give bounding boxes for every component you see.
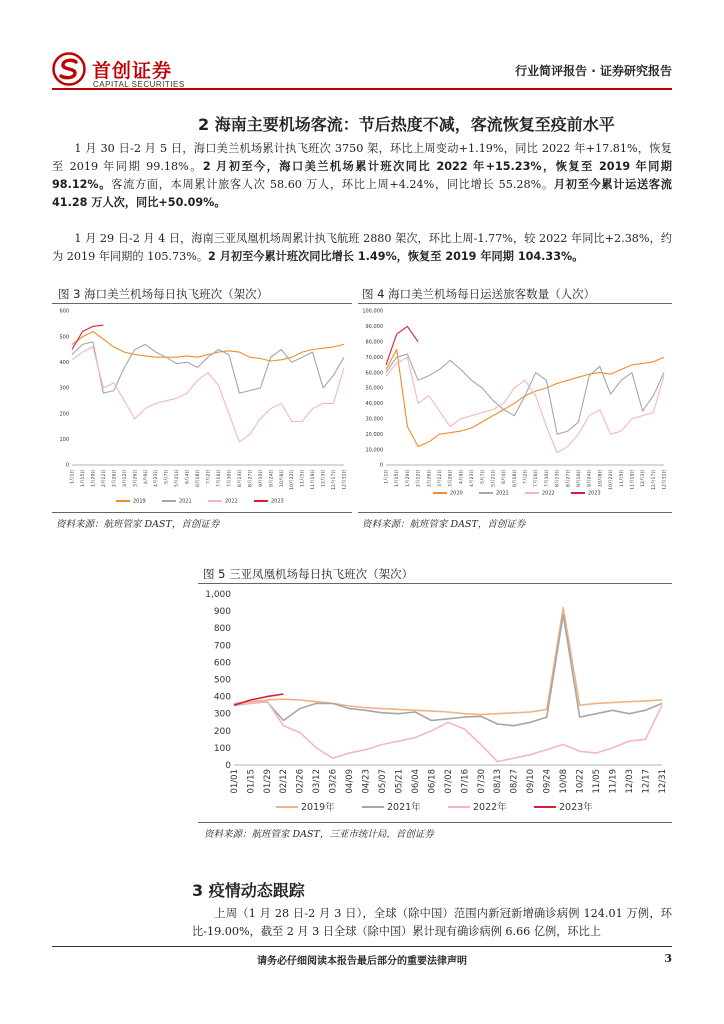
footer-divider [52, 946, 672, 947]
y-tick-label: 600 [213, 658, 231, 669]
x-tick-label: 6月4日 [185, 469, 191, 485]
x-tick-label: 06/18 [427, 769, 438, 794]
series-line-2023 [72, 325, 103, 349]
fig5-title: 图 5 三亚凤凰机场每日执飞班次（架次） [203, 567, 414, 581]
legend-label: 2019年 [301, 802, 335, 814]
fig5-bottom-rule [198, 822, 672, 823]
x-tick-label: 01/15 [246, 769, 257, 794]
header-divider [52, 88, 672, 90]
x-tick-label: 08/27 [509, 769, 520, 794]
paragraph-fenghuang [52, 230, 672, 266]
x-tick-label: 03/26 [328, 769, 339, 794]
x-tick-label: 1月15日 [80, 469, 86, 487]
fig3-bottom-rule [52, 512, 352, 513]
x-tick-label: 2月12日 [416, 469, 422, 487]
fig5-chart [200, 585, 670, 821]
meilan-text-1: 1 月 30 日-2 月 5 日，海口美兰机场累计执飞班次 3750 架，环比上周变动+1.19%，同比 2022 年+17.81%，恢复至 2019 年同期 99.18%。 [52, 142, 672, 173]
x-tick-label: 07/16 [460, 769, 471, 794]
x-tick-label: 4月9日 [459, 469, 465, 485]
legend-label: 2022 [225, 498, 238, 505]
fenghuang-text-bold: 2 月初至今累计班次同比增长 1.49%，恢复至 2019 年同期 104.33%。 [208, 250, 584, 263]
x-tick-label: 5月7日 [480, 469, 486, 485]
section-3-heading: 3 疫情动态跟踪 [192, 881, 305, 900]
legend-label: 2021 [496, 490, 509, 497]
x-tick-label: 10月22日 [609, 469, 615, 490]
x-tick-label: 6月4日 [502, 469, 508, 485]
legend-label: 2023 [271, 498, 284, 505]
x-tick-label: 6月18日 [196, 469, 202, 487]
legend-label: 2020 [450, 490, 463, 497]
y-tick-label: 80,000 [365, 339, 383, 346]
y-tick-label: 400 [59, 360, 69, 366]
x-tick-label: 05/21 [394, 769, 405, 794]
y-tick-label: 500 [213, 675, 231, 686]
y-tick-label: 100,000 [362, 308, 383, 315]
legend-label: 2022年 [473, 802, 507, 814]
y-tick-label: 40,000 [365, 401, 383, 408]
meilan-text-bold-1: 2 月初至今，海口美兰机场累计班次同比 2022 年+15.23%，恢复至 2019 年同期 98.12%。 [52, 160, 672, 191]
y-tick-label: 500 [59, 334, 69, 341]
x-tick-label: 06/04 [410, 769, 421, 794]
x-tick-label: 04/09 [345, 769, 356, 794]
x-tick-label: 11月5日 [300, 469, 306, 487]
x-tick-label: 03/12 [312, 769, 323, 794]
x-tick-label: 1月15日 [395, 469, 401, 487]
x-tick-label: 2月12日 [101, 469, 107, 487]
series-line-2022 [72, 347, 344, 442]
x-tick-label: 12月31日 [342, 469, 348, 490]
logo-name-cn: 首创证券 [92, 60, 173, 82]
x-tick-label: 3月26日 [448, 469, 454, 487]
fig4-chart [360, 305, 670, 511]
y-tick-label: 10,000 [365, 447, 383, 454]
y-tick-label: 1,000 [205, 590, 231, 600]
paragraph-epidemic: 上周（1 月 28 日-2 月 3 日），全球（除中国）范围内新冠新增确诊病例 124.01 万例，环比-19.00%，截至 2 月 3 日全球（除中国）累计现有确诊病例 6.66 亿例，环比上 [192, 907, 672, 938]
x-tick-label: 11月5日 [619, 469, 625, 487]
y-tick-label: 50,000 [365, 385, 383, 392]
x-tick-label: 12月3日 [641, 469, 647, 487]
x-tick-label: 7月2日 [206, 469, 212, 485]
y-tick-label: 700 [213, 641, 231, 652]
series-line-2019年 [234, 608, 662, 715]
x-tick-label: 4月23日 [154, 469, 160, 487]
x-tick-label: 5月21日 [491, 469, 497, 487]
x-tick-label: 02/26 [295, 769, 306, 794]
legend-label: 2023年 [559, 802, 593, 814]
capital-securities-logo-icon [52, 52, 86, 86]
fig4-source: 资料来源：航班管家 DAST，首创证券 [362, 519, 526, 530]
x-tick-label: 1月29日 [405, 469, 411, 487]
series-line-2023 [386, 326, 418, 365]
x-tick-label: 11月19日 [311, 469, 317, 490]
y-tick-label: 600 [59, 308, 69, 315]
x-tick-label: 04/23 [361, 769, 372, 794]
x-tick-label: 09/24 [542, 769, 553, 794]
x-tick-label: 9月24日 [269, 469, 275, 487]
x-tick-label: 3月12日 [437, 469, 443, 487]
y-tick-label: 0 [379, 462, 383, 469]
x-tick-label: 1月29日 [91, 469, 97, 487]
x-tick-label: 8月13日 [237, 469, 243, 487]
x-tick-label: 3月26日 [133, 469, 139, 487]
x-tick-label: 3月12日 [122, 469, 128, 487]
x-tick-label: 2月26日 [427, 469, 433, 487]
x-tick-label: 5月21日 [175, 469, 181, 487]
x-tick-label: 7月16日 [216, 469, 222, 487]
x-tick-label: 12月31日 [662, 469, 668, 490]
x-tick-label: 12/31 [657, 769, 668, 794]
x-tick-label: 7月30日 [544, 469, 550, 487]
x-tick-label: 01/29 [262, 769, 273, 794]
x-tick-label: 9月10日 [576, 469, 582, 487]
y-tick-label: 400 [213, 692, 231, 703]
y-tick-label: 200 [213, 726, 231, 737]
x-tick-label: 6月18日 [512, 469, 518, 487]
x-tick-label: 12月3日 [321, 469, 327, 487]
x-tick-label: 10月22日 [290, 469, 296, 490]
x-tick-label: 11/19 [608, 769, 619, 794]
series-line-2020 [386, 350, 664, 447]
x-tick-label: 9月24日 [587, 469, 593, 487]
meilan-text-bold-2: 月初至今累计运送客流 41.28 万人次，同比+50.09%。 [52, 178, 672, 209]
y-tick-label: 60,000 [365, 370, 383, 377]
fig5-source: 资料来源：航班管家 DAST，三亚市统计局，首创证券 [204, 829, 434, 840]
fig4-top-rule [358, 303, 672, 304]
fig4-title: 图 4 海口美兰机场每日运送旅客数量（人次） [362, 287, 596, 301]
page-number: 3 [664, 952, 672, 965]
x-tick-label: 7月30日 [227, 469, 233, 487]
x-tick-label: 12月17日 [332, 469, 338, 490]
x-tick-label: 7月16日 [534, 469, 540, 487]
y-tick-label: 900 [213, 607, 231, 618]
x-tick-label: 1月1日 [70, 469, 76, 485]
series-line-2022 [386, 357, 664, 453]
x-tick-label: 12/17 [641, 769, 652, 794]
meilan-text-2: 客流方面，本周累计旅客人次 58.60 万人，环比上周+4.24%，同比增长 55.28%。 [111, 178, 554, 191]
fig4-bottom-rule [358, 512, 672, 513]
y-tick-label: 200 [59, 411, 69, 418]
fenghuang-text: 1 月 29 日-2 月 4 日，海南三亚凤凰机场周累计执飞航班 2880 架次，环比上周-1.77%，较 2022 年同比+2.38%，约为 2019 年同期的 105.73%。 [52, 232, 672, 263]
x-tick-label: 8月13日 [555, 469, 561, 487]
y-tick-label: 70,000 [365, 354, 383, 361]
x-tick-label: 10/22 [575, 769, 586, 794]
x-tick-label: 10月8日 [598, 469, 604, 487]
report-type-label: 行业简评报告 · 证券研究报告 [515, 64, 672, 78]
y-tick-label: 300 [213, 709, 231, 720]
series-line-2021 [72, 342, 344, 393]
y-tick-label: 90,000 [365, 324, 383, 331]
x-tick-label: 05/07 [377, 769, 388, 794]
legend-label: 2022 [542, 490, 555, 497]
fig3-title: 图 3 海口美兰机场每日执飞班次（架次） [58, 287, 269, 301]
x-tick-label: 9月10日 [258, 469, 264, 487]
y-tick-label: 20,000 [365, 431, 383, 438]
x-tick-label: 01/01 [229, 769, 240, 794]
fig5-top-rule [198, 583, 672, 584]
fig3-top-rule [52, 303, 352, 304]
x-tick-label: 7月2日 [523, 469, 529, 485]
y-tick-label: 0 [65, 462, 69, 469]
series-line-2021年 [234, 615, 662, 726]
y-tick-label: 30,000 [365, 416, 383, 423]
x-tick-label: 1月1日 [384, 469, 390, 485]
x-tick-label: 07/02 [443, 769, 454, 794]
legend-label: 2023 [588, 490, 601, 497]
x-tick-label: 2月26日 [112, 469, 118, 487]
legend-label: 2021年 [387, 802, 421, 814]
x-tick-label: 11/05 [591, 769, 602, 794]
x-tick-label: 4月9日 [143, 469, 149, 485]
x-tick-label: 8月27日 [566, 469, 572, 487]
x-tick-label: 11月19日 [630, 469, 636, 490]
x-tick-label: 07/30 [476, 769, 487, 794]
section-2-heading: 2 海南主要机场客流：节后热度不减，客流恢复至疫前水平 [198, 115, 615, 134]
fig3-chart [54, 305, 350, 511]
y-tick-label: 100 [213, 743, 231, 754]
x-tick-label: 08/13 [493, 769, 504, 794]
x-tick-label: 09/10 [526, 769, 537, 794]
y-tick-label: 0 [225, 761, 231, 771]
legal-disclaimer: 请务必仔细阅读本报告最后部分的重要法律声明 [257, 956, 467, 967]
y-tick-label: 100 [59, 437, 69, 443]
x-tick-label: 12月17日 [651, 469, 657, 490]
y-tick-label: 800 [213, 624, 231, 635]
x-tick-label: 5月7日 [164, 469, 170, 485]
x-tick-label: 8月27日 [248, 469, 254, 487]
legend-label: 2021 [179, 498, 192, 505]
legend-label: 2019 [133, 498, 146, 505]
x-tick-label: 02/12 [279, 769, 290, 794]
paragraph-meilan [52, 140, 672, 212]
fig3-source: 资料来源：航班管家 DAST，首创证券 [56, 519, 220, 530]
x-tick-label: 4月23日 [470, 469, 476, 487]
series-line-2021 [386, 354, 664, 434]
x-tick-label: 10月8日 [279, 469, 285, 487]
y-tick-label: 300 [59, 385, 69, 392]
x-tick-label: 12/03 [624, 769, 635, 794]
logo-name-en: CAPITAL SECURITIES [93, 80, 185, 89]
x-tick-label: 10/08 [559, 769, 570, 794]
